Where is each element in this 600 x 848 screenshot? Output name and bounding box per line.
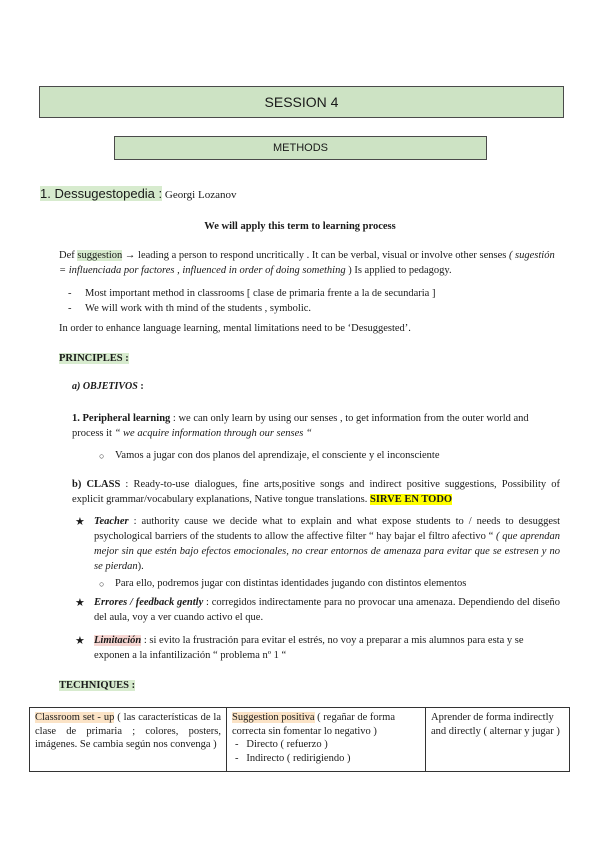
objetivos-colon: : — [137, 381, 144, 392]
list-item-text: Directo ( refuerzo ) — [246, 739, 328, 750]
objetivos-label: a) OBJETIVOS — [72, 381, 138, 392]
section-title: 1. Dessugestopedia : — [40, 186, 163, 201]
list-item — [68, 286, 568, 301]
definition-text: → leading a person to respond uncritically . It can be verbal, visual or involve other senses — [122, 250, 509, 261]
dash-icon: - — [68, 303, 72, 314]
aprender-text: Aprender de forma indirectly and directly ( alternar y jugar ) — [431, 712, 560, 737]
definition-prefix: Def — [59, 250, 78, 261]
table-cell-aprender — [426, 708, 570, 772]
peripheral-text: : we can only learn by using our senses , to get information from the outer world and process it — [72, 413, 529, 439]
techniques-table — [29, 707, 570, 772]
peripheral-label: 1. Peripheral learning — [72, 413, 171, 424]
class-text: : Ready-to-use dialogues, fine arts,positive songs and indirect positive suggestions, Possibility of explicit grammar/vocabulary explanations, Native tongue translations. — [72, 479, 561, 505]
bullet-list — [68, 286, 568, 316]
circle-bullet-icon: ○ — [99, 579, 105, 589]
teacher-italic: ( que aprendan mejor sin que estén bajo efectos emocionales, no crear entornos de amenaza para evitar que se estresen y no se pierdan — [94, 531, 561, 572]
errores-label: Errores / feedback gently — [94, 597, 204, 608]
table-cell-suggestion — [227, 708, 426, 772]
session-title-box — [39, 86, 564, 118]
principles-heading — [59, 351, 129, 366]
class-paragraph — [72, 477, 560, 507]
suggestion-text: ( regañar de forma correcta sin fomentar lo negativo ) — [232, 712, 395, 737]
methods-title-box — [114, 136, 487, 160]
list-item: - Indirecto ( redirigiendo ) — [235, 752, 351, 764]
classroom-setup-label: Classroom set - up — [35, 712, 115, 723]
class-highlight: SIRVE EN TODO — [370, 494, 453, 505]
list-item-text: We will work with th mind of the students , symbolic. — [85, 303, 312, 314]
principles-heading-text: PRINCIPLES : — [59, 353, 129, 364]
techniques-heading-text: TECHNIQUES : — [59, 680, 136, 691]
objetivos-heading — [72, 381, 144, 392]
peripheral-sub — [99, 448, 559, 463]
definition-tail: ) Is applied to pedagogy. — [345, 265, 452, 276]
errores-text: : corregidos indirectamente para no provocar una amenaza. Dependiendo del diseño del aula, voy a ver cuando activo el que. — [94, 597, 560, 623]
errores-item — [94, 595, 560, 625]
teacher-label: Teacher — [94, 516, 129, 527]
teacher-tail: ). — [137, 561, 144, 572]
star-icon: ★ — [75, 597, 85, 609]
list-item-text: Most important method in classrooms [ clase de primaria frente a la de secundaria ] — [85, 288, 436, 299]
class-label: b) CLASS — [72, 479, 121, 490]
dash-icon: - — [68, 288, 72, 299]
definition-paragraph — [59, 248, 564, 278]
limitacion-text: : si evito la frustración para evitar el estrés, no voy a preparar a mis alumnos para esta y se exponen a la infantilización “ problema nº 1 “ — [94, 635, 524, 661]
limitacion-item — [94, 633, 560, 663]
list-item: - Directo ( refuerzo ) — [235, 739, 328, 750]
limitacion-label: Limitación — [94, 635, 142, 646]
peripheral-italic: “ we acquire information through our senses “ — [114, 428, 312, 439]
table-cell-classroom — [30, 708, 227, 772]
intro-heading: We will apply this term to learning process — [204, 221, 396, 232]
table-row — [30, 708, 570, 772]
star-icon: ★ — [75, 635, 85, 647]
section-heading — [40, 186, 236, 202]
definition-term: suggestion — [77, 250, 123, 261]
list-item-text: Indirecto ( redirigiendo ) — [246, 752, 351, 764]
teacher-text: : authority cause we decide what to explain and what expose students to / needs to desuggest psychological barriers of the students to allow the affective filter “ hay bajar el filtro afectivo “ — [94, 516, 560, 542]
definition-italic: ( sugestión = influenciada por factores , influenced in order of doing something — [59, 250, 555, 276]
circle-bullet-icon: ○ — [99, 451, 105, 461]
teacher-sub-text: Para ello, podremos jugar con distintas identidades jugando con distintos elementos — [115, 578, 467, 589]
section-author: Georgi Lozanov — [162, 189, 237, 201]
teacher-sub — [99, 576, 559, 591]
suggestion-label: Suggestion positiva — [232, 712, 315, 723]
techniques-heading — [59, 678, 135, 693]
methods-title: METHODS — [273, 142, 328, 154]
teacher-item — [94, 514, 560, 574]
list-item — [68, 301, 568, 316]
peripheral-sub-text: Vamos a jugar con dos planos del aprendizaje, el consciente y el inconsciente — [115, 450, 440, 461]
peripheral-learning — [72, 411, 560, 441]
star-icon: ★ — [75, 516, 85, 528]
session-title: SESSION 4 — [264, 94, 339, 110]
classroom-setup-text: ( las características de la clase de primaria ; colores, posters, imágenes. Se cambia según nos convenga ) — [35, 712, 222, 750]
conclusion: In order to enhance language learning, mental limitations need to be ‘Desuggested’. — [59, 323, 411, 334]
